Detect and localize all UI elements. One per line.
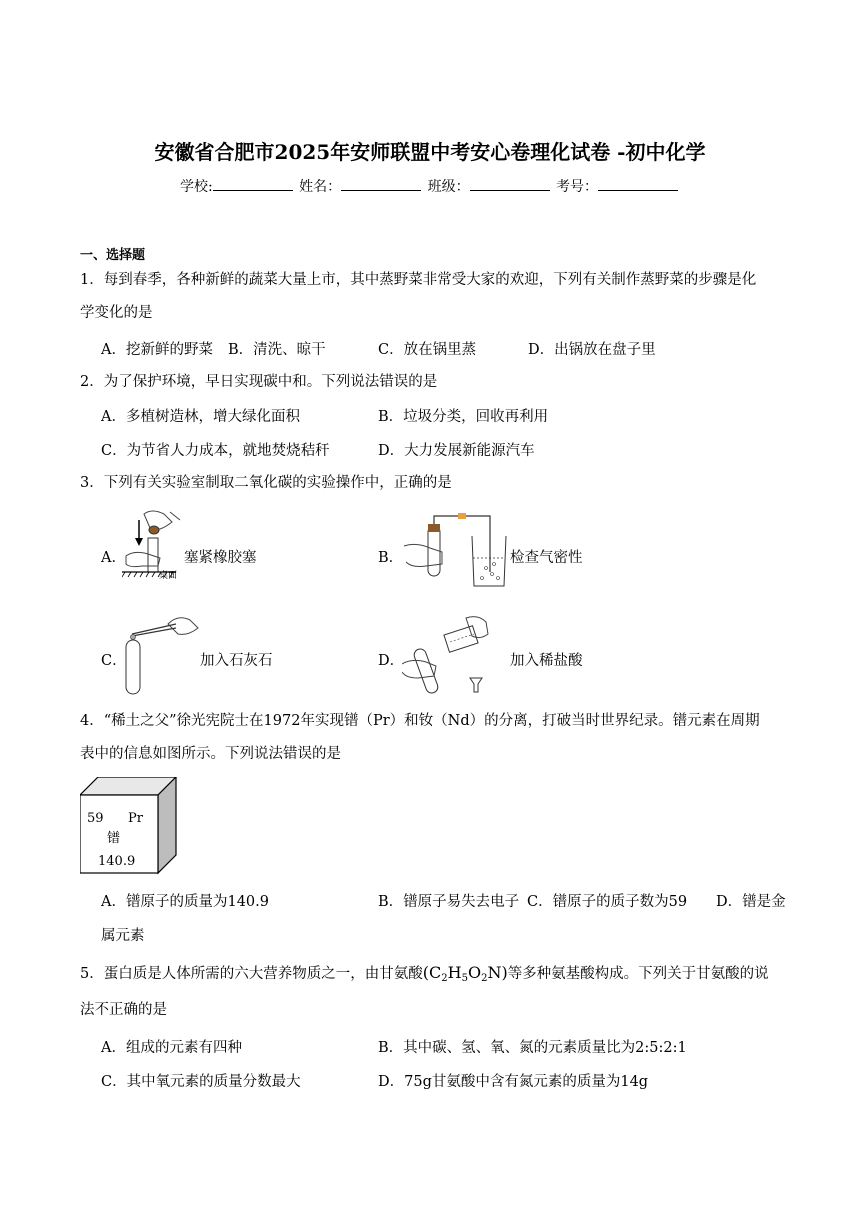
q5-stem-post: 等多种氨基酸构成。下列关于甘氨酸的说 <box>507 966 769 982</box>
element-symbol: Pr <box>128 811 143 826</box>
q4-option-d-continued: 属元素 <box>101 928 145 944</box>
class-blank[interactable] <box>470 176 550 191</box>
q5-option-d[interactable]: D．75g甘氨酸中含有氮元素的质量为14g <box>378 1074 649 1090</box>
insert-stopper-illustration <box>122 508 184 588</box>
q4-option-b[interactable]: B．镨原子易失去电子 <box>378 894 520 910</box>
q5-option-c[interactable]: C．其中氧元素的质量分数最大 <box>101 1074 301 1090</box>
q1-stem-line1: 1．每到春季，各种新鲜的蔬菜大量上市，其中蒸野菜非常受大家的欢迎，下列有关制作蒸野菜的步骤是化 <box>80 272 757 288</box>
glycine-formula: $(C_2H_5O_2N)$ <box>422 963 508 984</box>
student-info-line <box>0 176 860 196</box>
examno-blank[interactable] <box>598 176 678 191</box>
q1-option-a[interactable]: A．挖新鲜的野菜 <box>101 342 213 358</box>
q4-option-d[interactable]: D．镨是金 <box>716 894 786 910</box>
q4-stem-line1: 4．“稀土之父”徐光宪院士在1972年实现镨（Pr）和钕（Nd）的分离，打破当时世界纪录。镨元素在周期 <box>80 713 760 729</box>
name-label: 姓名： <box>299 179 342 195</box>
add-acid-illustration <box>402 612 506 698</box>
q1-stem-line2: 学变化的是 <box>80 305 153 321</box>
school-label: 学校: <box>179 179 213 195</box>
desk-label: 桌面 <box>159 571 178 581</box>
class-label: 班级： <box>427 179 470 195</box>
q5-stem-line2: 法不正确的是 <box>80 1002 167 1018</box>
name-blank[interactable] <box>341 176 421 191</box>
q2-option-c[interactable]: C．为节省人力成本，就地焚烧秸秆 <box>101 443 330 459</box>
section-heading: 一、选择题 <box>80 248 146 263</box>
add-limestone-illustration <box>124 610 200 696</box>
q1-option-c[interactable]: C．放在锅里蒸 <box>378 342 477 358</box>
periodic-table-cell <box>80 777 178 875</box>
q5-option-b[interactable]: B．其中碳、氢、氧、氮的元素质量比为2:5:2:1 <box>378 1040 687 1056</box>
element-name: 镨 <box>107 831 121 846</box>
q1-option-d[interactable]: D．出锅放在盘子里 <box>528 342 656 358</box>
q3-option-d-letter[interactable]: D． <box>378 653 405 669</box>
q1-option-b[interactable]: B．清洗、晾干 <box>228 342 326 358</box>
page-title: 安徽省合肥市2025年安师联盟中考安心卷理化试卷 -初中化学 <box>154 140 706 164</box>
q2-option-a[interactable]: A．多植树造林，增大绿化面积 <box>101 409 300 425</box>
q2-option-b[interactable]: B．垃圾分类，回收再利用 <box>378 409 549 425</box>
q4-option-a[interactable]: A．镨原子的质量为140.9 <box>101 894 269 910</box>
atomic-mass: 140.9 <box>98 854 136 869</box>
q3-option-d-label[interactable]: 加入稀盐酸 <box>510 653 583 669</box>
q3-option-a-letter[interactable]: A． <box>101 550 126 566</box>
airtightness-check-illustration <box>402 512 508 592</box>
q3-option-b-letter[interactable]: B． <box>378 550 404 566</box>
q5-stem-line1 <box>80 963 769 989</box>
q5-stem-pre: 5．蛋白质是人体所需的六大营养物质之一，由甘氨酸 <box>80 966 423 982</box>
q3-stem: 3．下列有关实验室制取二氧化碳的实验操作中，正确的是 <box>80 475 452 491</box>
q3-option-c-letter[interactable]: C． <box>101 653 127 669</box>
q3-option-a-label[interactable]: 塞紧橡胶塞 <box>184 550 257 566</box>
atomic-number: 59 <box>87 811 104 826</box>
examno-label: 考号： <box>556 179 599 195</box>
q4-stem-line2: 表中的信息如图所示。下列说法错误的是 <box>80 746 341 762</box>
q3-option-c-label[interactable]: 加入石灰石 <box>200 653 273 669</box>
q2-stem: 2．为了保护环境，早日实现碳中和。下列说法错误的是 <box>80 374 438 390</box>
school-blank[interactable] <box>213 176 293 191</box>
q2-option-d[interactable]: D．大力发展新能源汽车 <box>378 443 535 459</box>
q4-option-c[interactable]: C．镨原子的质子数为59 <box>527 894 688 910</box>
q3-option-b-label[interactable]: 检查气密性 <box>510 550 583 566</box>
q5-option-a[interactable]: A．组成的元素有四种 <box>101 1040 242 1056</box>
